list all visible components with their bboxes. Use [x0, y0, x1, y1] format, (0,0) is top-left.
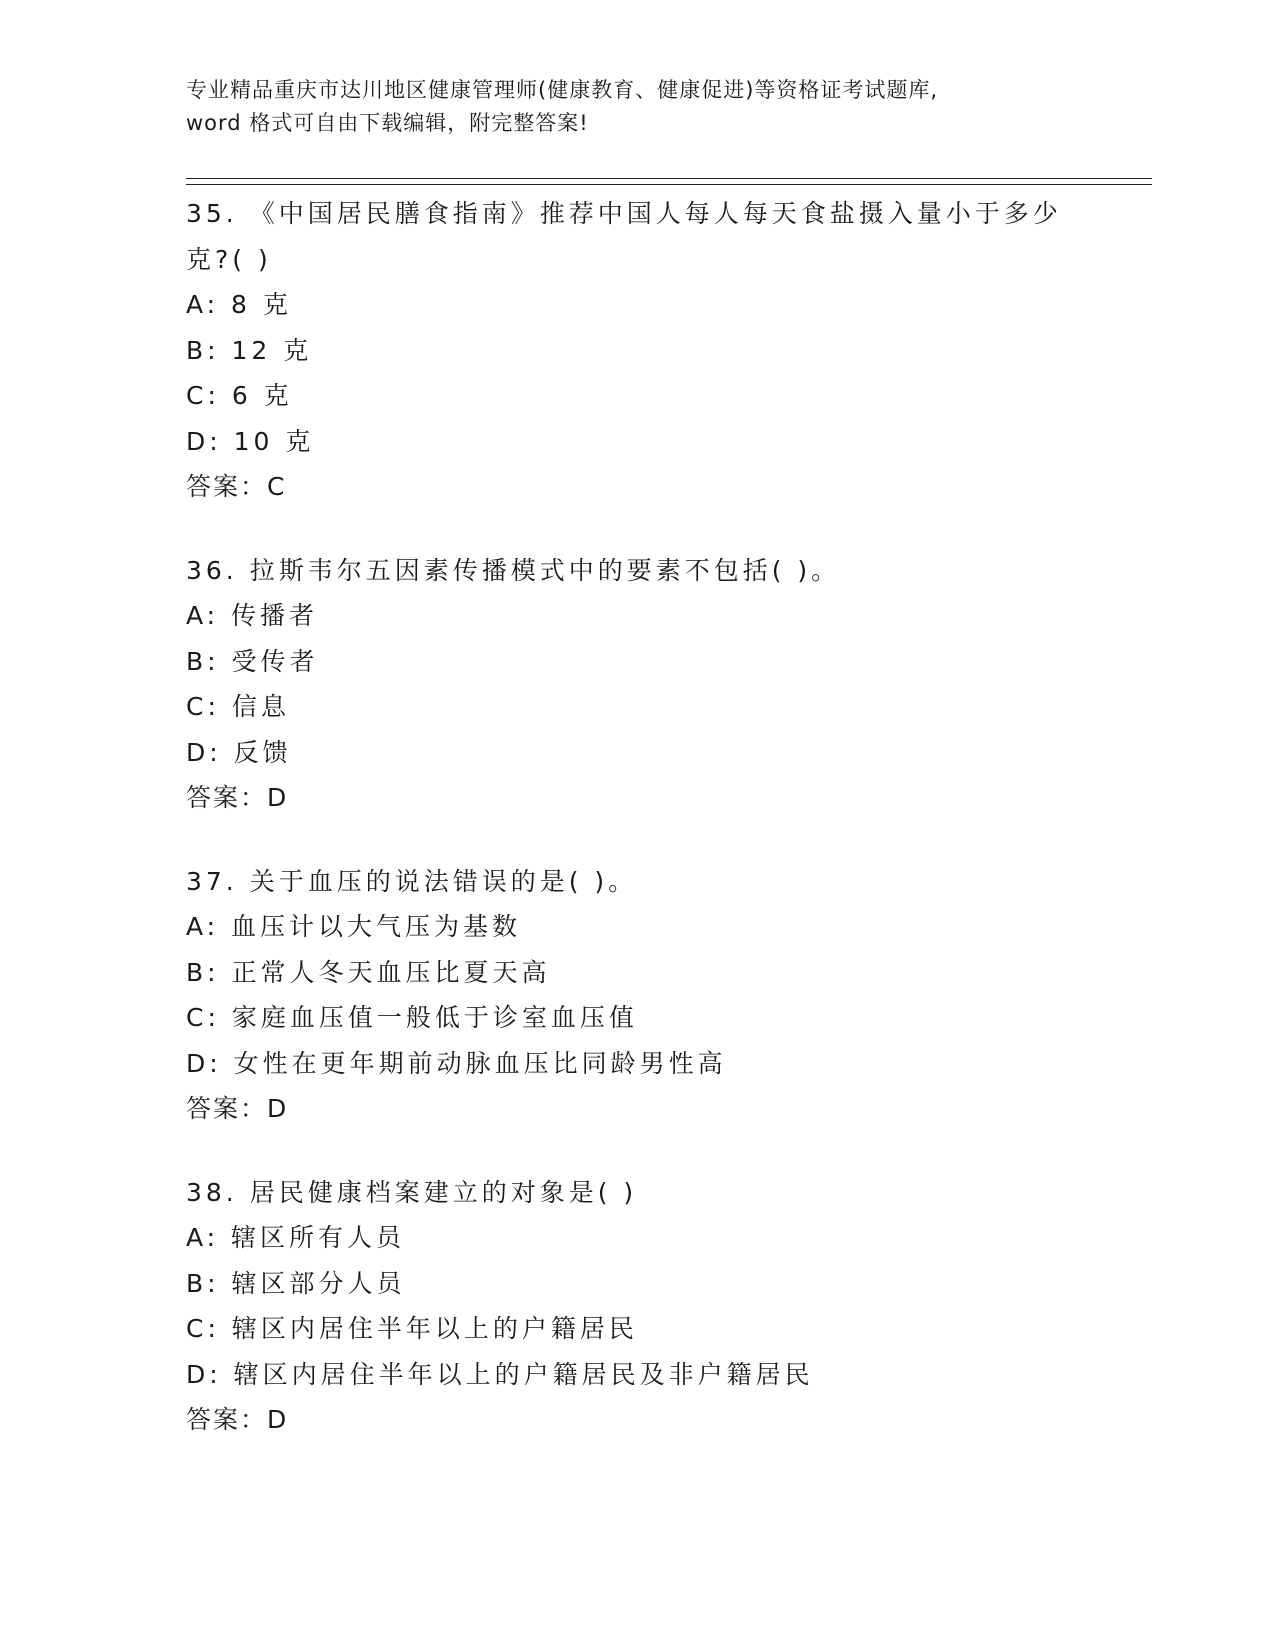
- header-divider-top: [186, 178, 1152, 179]
- question-36: [186, 548, 1146, 821]
- option-b: B: 受传者: [186, 646, 319, 676]
- document-header: [186, 74, 1066, 140]
- option-a: A: 血压计以大气压为基数: [186, 912, 522, 941]
- option-a: A: 辖区所有人员: [186, 1223, 406, 1252]
- option-b: B: 12 克: [186, 335, 313, 365]
- option-a: A: 传播者: [186, 601, 319, 630]
- option-a: A: 8 克: [186, 290, 292, 319]
- question-35: [186, 191, 1146, 510]
- option-c: C: 家庭血压值一般低于诊室血压值: [186, 1003, 638, 1032]
- header-line-2: word 格式可自由下载编辑，附完整答案!: [186, 111, 589, 135]
- option-d: D: 10 克: [186, 426, 315, 456]
- option-d: D: 反馈: [186, 737, 292, 767]
- header-line-1: 专业精品重庆市达川地区健康管理师(健康教育、健康促进)等资格证考试题库,: [186, 78, 939, 102]
- question-stem: 35. 《中国居民膳食指南》推荐中国人每人每天食盐摄入量小于多少克?( ): [186, 199, 1062, 274]
- question-38: [186, 1170, 1146, 1443]
- option-c: C: 信息: [186, 692, 290, 721]
- answer-label: 答案：D: [186, 1094, 289, 1123]
- option-d: D: 辖区内居住半年以上的户籍居民及非户籍居民: [186, 1359, 814, 1389]
- question-stem: 36. 拉斯韦尔五因素传播模式中的要素不包括( )。: [186, 555, 841, 585]
- answer-label: 答案：C: [186, 472, 287, 501]
- option-b: B: 辖区部分人员: [186, 1268, 406, 1298]
- question-37: [186, 859, 1146, 1132]
- answer-label: 答案：D: [186, 1405, 289, 1434]
- header-divider-bottom: [186, 184, 1152, 185]
- option-b: B: 正常人冬天血压比夏天高: [186, 957, 551, 987]
- question-list: [186, 191, 1146, 1481]
- question-stem: 37. 关于血压的说法错误的是( )。: [186, 866, 638, 896]
- question-stem: 38. 居民健康档案建立的对象是( ): [186, 1177, 638, 1207]
- answer-label: 答案：D: [186, 783, 289, 812]
- option-d: D: 女性在更年期前动脉血压比同龄男性高: [186, 1048, 727, 1078]
- option-c: C: 6 克: [186, 381, 293, 410]
- option-c: C: 辖区内居住半年以上的户籍居民: [186, 1314, 638, 1343]
